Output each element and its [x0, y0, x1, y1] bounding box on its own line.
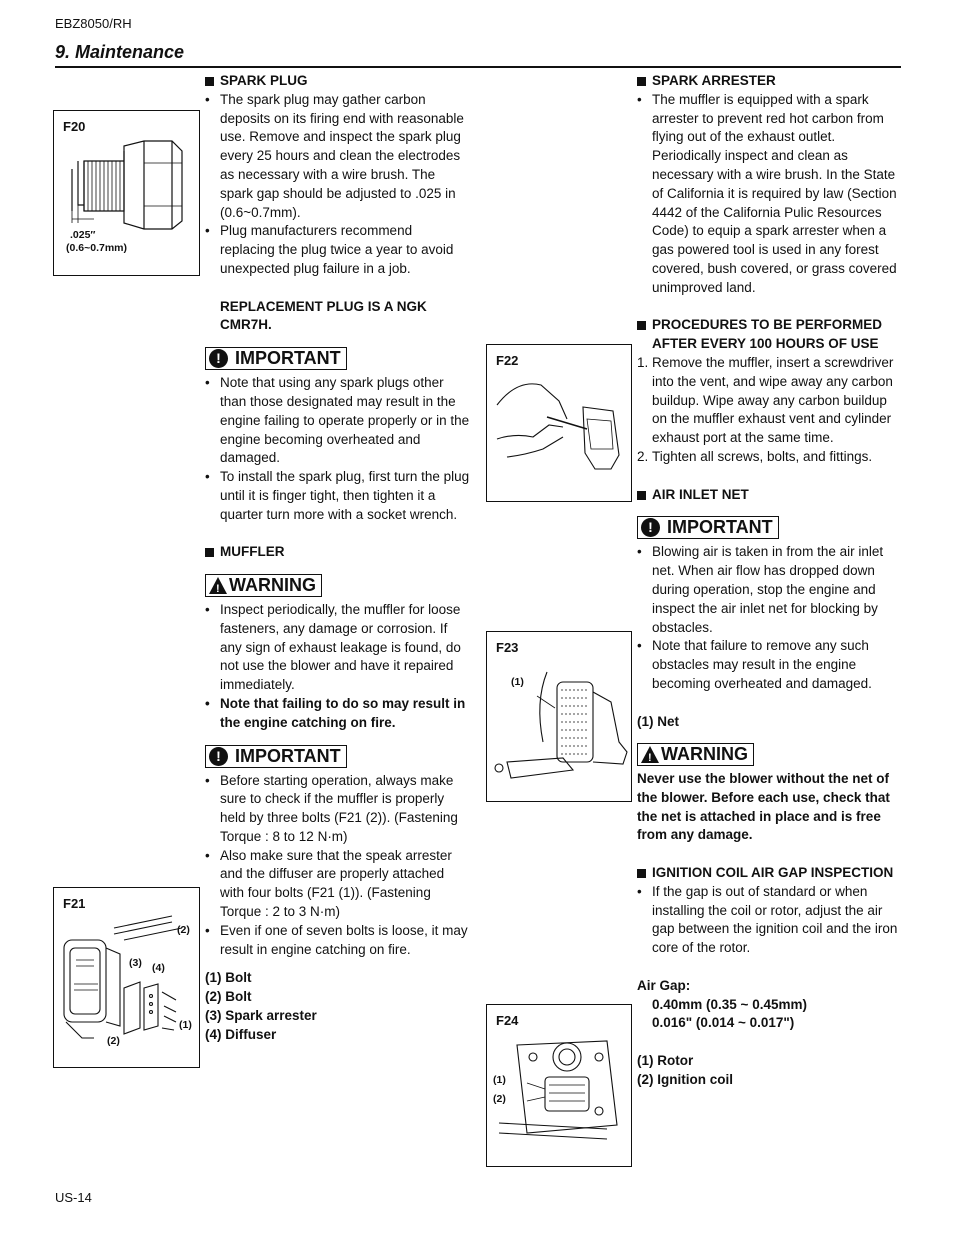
important-list	[205, 772, 470, 960]
list-item: • Note that failing to do so may result in the engine catching on fire.	[205, 695, 470, 733]
exclamation-icon: !	[641, 518, 660, 537]
figure-f22	[486, 344, 632, 502]
callout-3: (3)	[129, 957, 142, 969]
header-rule	[55, 66, 901, 68]
replacement-plug-note: REPLACEMENT PLUG IS A NGK CMR7H.	[220, 298, 427, 333]
list-item: • The muffler is equipped with a spark arrester to prevent red hot carbon from flying out of the exhaust outlet. Periodically inspect and clean as necessary with a wire brush. In the State of California it is required by law (Section 4442 of the California Pulic Resources Code) to equip a spark arrester when a gas powered tool is used in any forest covered, bush covered, or grass covered unimproved land.	[637, 91, 905, 298]
figure-f21	[53, 887, 200, 1068]
air-inlet-net-illustration	[487, 632, 633, 803]
list-item: • Before starting operation, always make sure to check if the muffler is properly held by three bolts (F21 (2)). (Fastening Torque : 8 to 12 N·m)	[205, 772, 470, 847]
exclamation-icon: !	[209, 349, 228, 368]
step-number: 1.	[637, 354, 649, 370]
callout-2-top: (2)	[177, 924, 190, 936]
list-item: • Inspect periodically, the muffler for loose fasteners, any damage or corrosion. If any sign of exhaust leakage is found, do not use the blower and have it repaired immediately.	[205, 601, 470, 695]
notice-label: IMPORTANT	[667, 517, 773, 538]
list-item: • Blowing air is taken in from the air inlet net. When air flow has dropped down during operation, stop the engine and inspect the air inlet net for blocking by obstacles.	[637, 543, 905, 637]
procedures-list	[637, 354, 905, 467]
figure-f23	[486, 631, 632, 802]
ignition-list	[637, 883, 905, 958]
callout-4: (4)	[152, 962, 165, 974]
important-list	[205, 374, 470, 524]
warning-notice	[205, 574, 322, 597]
legend-item: (2) Bolt	[205, 989, 252, 1005]
air-inlet-heading: AIR INLET NET	[637, 486, 905, 505]
figure-label: F23	[496, 640, 519, 655]
left-column	[205, 72, 470, 1045]
notice-label: WARNING	[229, 575, 316, 596]
legend-item: (4) Diffuser	[205, 1026, 277, 1042]
callout-1: (1)	[493, 1074, 506, 1086]
gap-value: .025″	[70, 229, 96, 241]
air-gap-label: Air Gap:	[637, 977, 691, 993]
list-item: • To install the spark plug, first turn the plug until it is finger tight, then tighten it a quarter turn more with a socket wrench.	[205, 468, 470, 524]
air-gap-mm: 0.40mm (0.35 ~ 0.45mm)	[652, 996, 807, 1012]
figure-label: F22	[496, 353, 519, 368]
spark-plug-list	[205, 91, 470, 279]
list-item: • Plug manufacturers recommend replacing the plug twice a year to avoid unexpected plug failure in a job.	[205, 222, 470, 278]
important-notice	[205, 347, 347, 370]
procedures-heading: PROCEDURES TO BE PERFORMED AFTER EVERY 100 HOURS OF USE	[637, 316, 905, 354]
list-item: • If the gap is out of standard or when installing the coil or rotor, adjust the air gap between the ignition coil and the iron core of the rotor.	[637, 883, 905, 958]
list-item: • The spark plug may gather carbon deposits on its firing end with reasonable use. Remove and inspect the spark plug every 25 hours and clean the electrodes as necessary with a wire brush. The spark gap should be adjusted to .025 in (0.6~0.7mm).	[205, 91, 470, 223]
list-item: • Note that using any spark plugs other than those designated may result in the engine failing to operate properly or in the engine becoming overheated and damaged.	[205, 374, 470, 468]
figure-f24	[486, 1004, 632, 1167]
section-title: 9. Maintenance	[55, 42, 185, 62]
figure-label: F24	[496, 1013, 519, 1028]
figure-label: F20	[63, 119, 86, 134]
callout-2: (2)	[493, 1093, 506, 1105]
exclamation-icon: !	[209, 747, 228, 766]
ignition-coil-illustration	[487, 1005, 633, 1168]
legend-item: (1) Net	[637, 713, 680, 729]
page-number: US-14	[55, 1190, 92, 1205]
model-number: EBZ8050/RH	[55, 16, 132, 31]
step-text: Tighten all screws, bolts, and fittings.	[652, 448, 873, 464]
ignition-heading: IGNITION COIL AIR GAP INSPECTION	[637, 864, 905, 883]
legend-item: (3) Spark arrester	[205, 1008, 317, 1024]
figure-label: F21	[63, 896, 86, 911]
muffler-cleaning-illustration	[487, 345, 633, 503]
step-number: 2.	[637, 448, 649, 464]
important-notice	[637, 516, 779, 539]
callout-2-bottom: (2)	[107, 1035, 120, 1047]
important-list	[637, 543, 905, 693]
muffler-illustration	[54, 888, 201, 1069]
muffler-heading: MUFFLER	[205, 543, 470, 562]
notice-label: IMPORTANT	[235, 745, 341, 766]
warning-notice	[637, 743, 754, 766]
list-item: • Also make sure that the speak arrester and the diffuser are properly attached with four bolts (F21 (1)). (Fastening Torque : 2 to 3 N·m)	[205, 847, 470, 922]
list-item	[637, 354, 905, 448]
legend-item: (2) Ignition coil	[637, 1071, 733, 1087]
callout-1: (1)	[511, 676, 524, 688]
notice-label: WARNING	[661, 744, 748, 765]
list-item: • Even if one of seven bolts is loose, it may result in engine catching on fire.	[205, 922, 470, 960]
list-item	[637, 448, 905, 467]
air-gap-in: 0.016" (0.014 ~ 0.017")	[652, 1015, 795, 1031]
figure-f20	[53, 110, 200, 276]
step-text: Remove the muffler, insert a screwdriver into the vent, and wipe away any carbon buildup. Wipe away any carbon buildup on the muffler exhaust vent and cylinder exhaust port at the same time.	[652, 354, 894, 446]
callout-1: (1)	[179, 1019, 192, 1031]
warning-text: Never use the blower without the net of the blower. Before each use, check that the net is attached in place and is free from any damage.	[637, 771, 890, 843]
spark-arrester-list	[637, 91, 905, 298]
warning-triangle-icon: !	[209, 577, 227, 594]
warning-list	[205, 601, 470, 733]
important-notice	[205, 745, 347, 768]
right-column	[637, 72, 905, 1090]
list-item: • Note that failure to remove any such obstacles may result in the engine becoming overheated and damaged.	[637, 637, 905, 693]
warning-triangle-icon: !	[641, 746, 659, 763]
spark-arrester-heading: SPARK ARRESTER	[637, 72, 905, 91]
legend-item: (1) Rotor	[637, 1053, 694, 1069]
legend-item: (1) Bolt	[205, 970, 252, 986]
spark-plug-heading: SPARK PLUG	[205, 72, 470, 91]
notice-label: IMPORTANT	[235, 348, 341, 369]
gap-mm: (0.6~0.7mm)	[66, 242, 127, 254]
